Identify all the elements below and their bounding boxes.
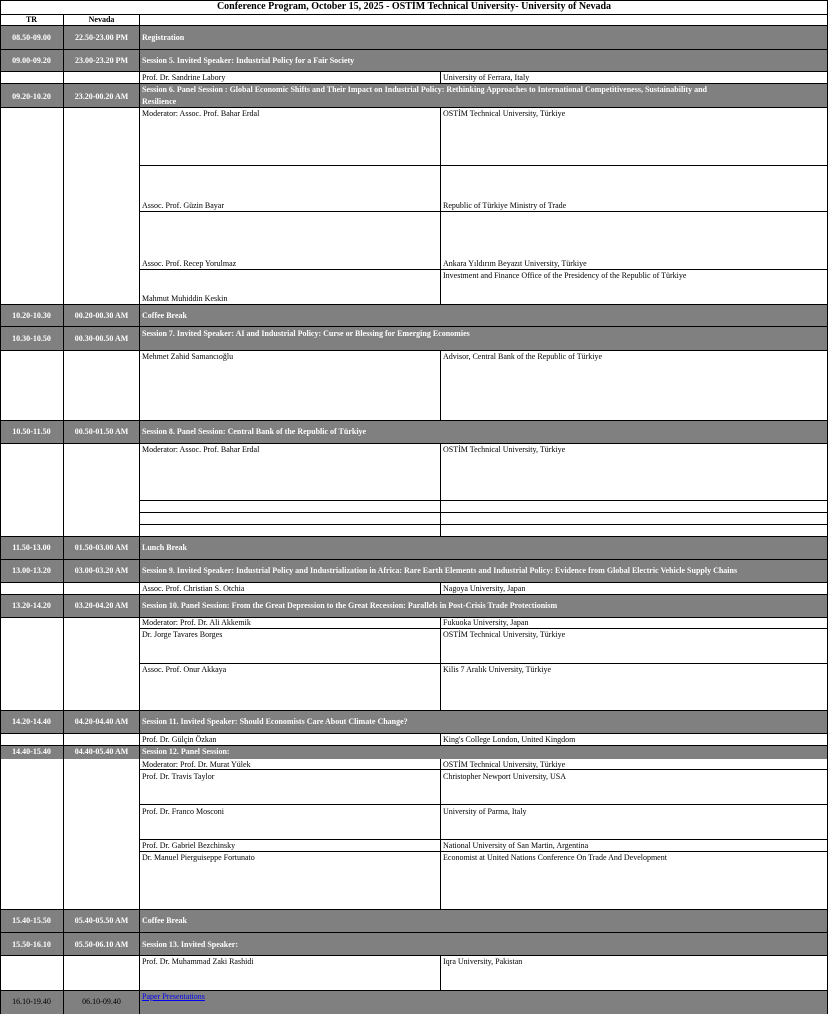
- grid-line: [139, 804, 828, 805]
- band-time-nevada: 23.00-23.20 PM: [74, 56, 129, 65]
- speaker-name: Assoc. Prof. Onur Akkaya: [142, 665, 227, 674]
- grid-line: [139, 839, 828, 840]
- grid-line: [0, 0, 1, 1014]
- band-time-tr: 15.50-16.10: [12, 940, 51, 949]
- grid-line: [0, 326, 828, 327]
- grid-line: [440, 71, 441, 83]
- speaker-affiliation: Advisor, Central Bank of the Republic of Türkiye: [443, 352, 603, 361]
- grid-line: [440, 107, 441, 304]
- speaker-name: Dr. Manuel Pierguiseppe Fortunato: [142, 853, 255, 862]
- grid-line: [139, 851, 828, 852]
- band-time-tr: 10.20-10.30: [12, 311, 51, 320]
- grid-line: [440, 733, 441, 745]
- speaker-affiliation: National University of San Martin, Argentina: [443, 841, 589, 850]
- band-label: Session 5. Invited Speaker: Industrial Policy for a Fair Society: [142, 56, 355, 65]
- speaker-name: Mehmet Zahid Samancıoğlu: [142, 352, 234, 361]
- grid-line: [0, 617, 828, 618]
- grid-line: [0, 25, 828, 26]
- band-label: Session 7. Invited Speaker: AI and Industrial Policy: Curse or Blessing for Emerging Economies: [142, 329, 470, 338]
- band-time-tr: 14.40-15.40: [12, 747, 51, 756]
- speaker-affiliation: Iqra University, Pakistan: [443, 957, 523, 966]
- grid-line: [0, 733, 828, 734]
- band-time-tr: 13.20-14.20: [12, 601, 51, 610]
- grid-line: [0, 955, 828, 956]
- speaker-name: Dr. Jorge Tavares Borges: [142, 630, 223, 639]
- last-row-time-tr: 16.10-19.40: [12, 997, 51, 1006]
- speaker-affiliation: OSTİM Technical University, Türkiye: [443, 109, 566, 118]
- grid-line: [0, 420, 828, 421]
- speaker-affiliation: Economist at United Nations Conference On Trade And Development: [443, 853, 667, 862]
- speaker-affiliation: Christopher Newport University, USA: [443, 772, 567, 781]
- speaker-affiliation: Investment and Finance Office of the Presidency of the Republic of Türkiye: [443, 271, 687, 280]
- band-label: Coffee Break: [142, 916, 187, 925]
- grid-line: [0, 990, 828, 991]
- header-tr: TR: [25, 15, 38, 24]
- speaker-affiliation: King's College London, United Kingdom: [443, 735, 576, 744]
- band-time-tr: 09.20-10.20: [12, 92, 51, 101]
- grid-line: [139, 524, 828, 525]
- speaker-name: Moderator: Prof. Dr. Murat Yülek: [142, 760, 251, 769]
- grid-line: [440, 443, 441, 536]
- grid-line: [0, 304, 828, 305]
- band-time-nevada: 04.20-04.40 AM: [74, 717, 129, 726]
- speaker-name: Assoc. Prof. Recep Yorulmaz: [142, 259, 237, 268]
- band-time-tr: 10.30-10.50: [12, 334, 51, 343]
- speaker-affiliation: Fukuoka University, Japan: [443, 618, 529, 627]
- band-label: Registration: [142, 33, 185, 42]
- last-row-time-nevada: 06.10-09.40: [82, 997, 121, 1006]
- grid-line: [0, 559, 828, 560]
- grid-line: [0, 83, 828, 84]
- grid-line: [0, 350, 828, 351]
- speaker-name: Moderator: Assoc. Prof. Bahar Erdal: [142, 109, 260, 118]
- header-nevada: Nevada: [88, 15, 115, 24]
- band-time-tr: 15.40-15.50: [12, 916, 51, 925]
- speaker-affiliation: OSTİM Technical University, Türkiye: [443, 630, 566, 639]
- speaker-affiliation: Nagoya University, Japan: [443, 584, 526, 593]
- grid-line: [0, 710, 828, 711]
- grid-line: [440, 759, 441, 909]
- band-time-nevada: 05.50-06.10 AM: [74, 940, 129, 949]
- speaker-name: Prof. Dr. Travis Taylor: [142, 772, 215, 781]
- speaker-affiliation: Republic of Türkiye Ministry of Trade: [443, 201, 567, 210]
- grid-line: [0, 443, 828, 444]
- band-time-tr: 10.50-11.50: [12, 427, 51, 436]
- grid-line: [0, 536, 828, 537]
- grid-line: [0, 71, 828, 72]
- grid-line: [0, 909, 828, 910]
- grid-line: [139, 628, 828, 629]
- band-label: Session 8. Panel Session: Central Bank of the Republic of Türkiye: [142, 427, 367, 436]
- grid-line: [440, 955, 441, 990]
- speaker-affiliation: Ankara Yıldırım Beyazıt University, Türkiye: [443, 259, 587, 268]
- speaker-name: Assoc. Prof. Christian S. Otchia: [142, 584, 245, 593]
- grid-line: [139, 14, 140, 1014]
- band-time-nevada: 00.30-00.50 AM: [74, 334, 129, 343]
- speaker-name: Moderator: Assoc. Prof. Bahar Erdal: [142, 445, 260, 454]
- band-label: Session 13. Invited Speaker:: [142, 940, 239, 949]
- grid-line: [0, 932, 828, 933]
- grid-line: [0, 0, 828, 1]
- speaker-name: Prof. Dr. Gabriel Bezchinsky: [142, 841, 236, 850]
- speaker-name: Mahmut Muhiddin Keskin: [142, 294, 228, 303]
- page-title: Conference Program, October 15, 2025 - OSTİM Technical University- University of Nevada: [216, 1, 612, 12]
- band-time-nevada: 22.50-23.00 PM: [74, 33, 129, 42]
- band-time-nevada: 04.40-05.40 AM: [74, 747, 129, 756]
- grid-line: [0, 594, 828, 595]
- band-time-tr: 14.20-14.40: [12, 717, 51, 726]
- grid-line: [440, 617, 441, 710]
- band-time-tr: 13.00-13.20: [12, 566, 51, 575]
- band-time-nevada: 03.20-04.20 AM: [74, 601, 129, 610]
- speaker-name: Moderator: Prof. Dr. Ali Akkemik: [142, 618, 251, 627]
- band-label: Lunch Break: [142, 543, 187, 552]
- band-time-nevada: 01.50-03.00 AM: [74, 543, 129, 552]
- band-label: Session 12. Panel Session:: [142, 747, 230, 756]
- grid-line: [139, 211, 828, 212]
- band-label: Session 9. Invited Speaker: Industrial Policy and Industrialization in Africa: Rare Earth Elements and Industrial Policy: Evidence from Global Electric Vehicle Supply Chains: [142, 566, 738, 575]
- band-time-nevada: 05.40-05.50 AM: [74, 916, 129, 925]
- band-time-nevada: 00.50-01.50 AM: [74, 427, 129, 436]
- grid-line: [440, 350, 441, 420]
- band-time-tr: 08.50-09.00: [12, 33, 51, 42]
- grid-line: [139, 165, 828, 166]
- speaker-affiliation: OSTİM Technical University, Türkiye: [443, 760, 566, 769]
- speaker-name: Assoc. Prof. Güzin Bayar: [142, 201, 224, 210]
- band-label: Session 11. Invited Speaker: Should Economists Care About Climate Change?: [142, 717, 408, 726]
- grid-line: [63, 14, 64, 1014]
- band-label-continued: Resilience: [142, 97, 177, 106]
- paper-presentations-link[interactable]: Paper Presentations: [142, 992, 205, 1001]
- band-time-nevada: 23.20-00.20 AM: [74, 92, 129, 101]
- grid-line: [0, 745, 828, 746]
- speaker-affiliation: OSTİM Technical University, Türkiye: [443, 445, 566, 454]
- grid-line: [139, 500, 828, 501]
- speaker-name: Prof. Dr. Gülçin Özkan: [142, 735, 217, 744]
- speaker-name: Prof. Dr. Muhammad Zaki Rashidi: [142, 957, 254, 966]
- grid-line: [0, 582, 828, 583]
- band-label: Session 10. Panel Session: From the Great Depression to the Great Recession: Parallels in Post-Crisis Trade Protectionism: [142, 601, 558, 610]
- band-time-nevada: 00.20-00.30 AM: [74, 311, 129, 320]
- grid-line: [0, 49, 828, 50]
- band-label: Coffee Break: [142, 311, 187, 320]
- speaker-name: Prof. Dr. Sandrine Labory: [142, 73, 226, 82]
- grid-line: [440, 582, 441, 594]
- grid-line: [0, 14, 828, 15]
- speaker-affiliation: University of Ferrara, Italy: [443, 73, 530, 82]
- band-label: Session 6. Panel Session : Global Economic Shifts and Their Impact on Industrial Policy: Rethinking Approaches to International Competitiveness, Sustainability and: [142, 85, 707, 94]
- speaker-affiliation: Kilis 7 Aralık University, Türkiye: [443, 665, 551, 674]
- band-time-tr: 11.50-13.00: [12, 543, 51, 552]
- grid-line: [139, 269, 828, 270]
- grid-line: [139, 663, 828, 664]
- band-time-nevada: 03.00-03.20 AM: [74, 566, 129, 575]
- speaker-affiliation: University of Parma, Italy: [443, 807, 527, 816]
- grid-line: [139, 512, 828, 513]
- speaker-name: Prof. Dr. Franco Mosconi: [142, 807, 224, 816]
- band-time-tr: 09.00-09.20: [12, 56, 51, 65]
- grid-line: [0, 107, 828, 108]
